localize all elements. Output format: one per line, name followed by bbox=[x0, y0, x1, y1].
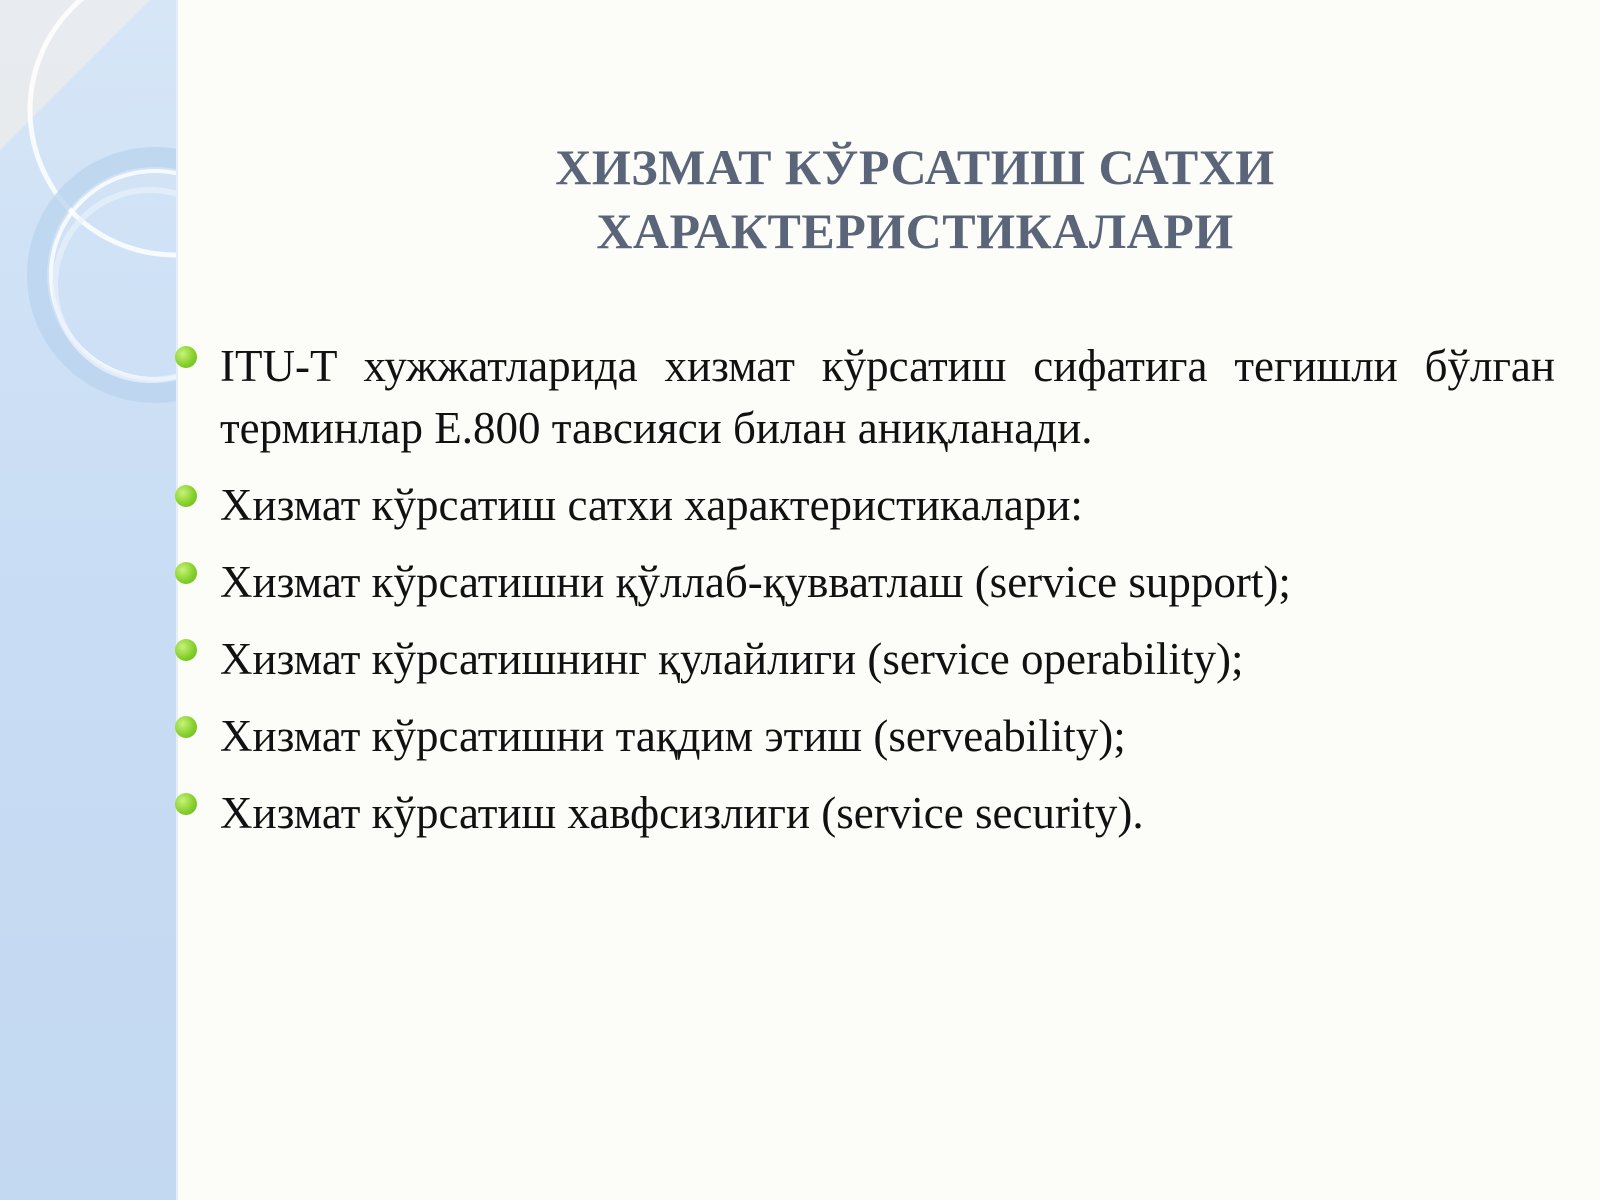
bullet-dot-icon bbox=[175, 639, 197, 661]
bullet-text: ITU-T хужжатларида хизмат кўрсатиш сифатига тегишли бўлган терминлар Е.800 тавсияси билан аниқланади. bbox=[220, 341, 1555, 453]
bullet-item bbox=[220, 551, 1555, 613]
bullet-dot-icon bbox=[175, 562, 197, 584]
bullet-item bbox=[220, 474, 1555, 536]
bullet-text: Хизмат кўрсатишни қўллаб-қувватлаш (service support); bbox=[220, 557, 1291, 607]
bullet-text: Хизмат кўрсатишнинг қулайлиги (service operability); bbox=[220, 634, 1244, 684]
bullet-text: Хизмат кўрсатиш хавфсизлиги (service security). bbox=[220, 788, 1144, 838]
bullet-item bbox=[220, 628, 1555, 690]
slide-title-line: ХАРАКТЕРИСТИКАЛАРИ bbox=[596, 203, 1234, 259]
bullet-item bbox=[220, 705, 1555, 767]
decorative-rings bbox=[0, 0, 176, 420]
bullet-item bbox=[220, 335, 1555, 459]
bullet-dot-icon bbox=[175, 346, 197, 368]
bullet-dot-icon bbox=[175, 716, 197, 738]
bullet-dot-icon bbox=[175, 485, 197, 507]
bullet-list bbox=[220, 335, 1555, 844]
bullet-dot-icon bbox=[175, 793, 197, 815]
bullet-text: Хизмат кўрсатиш сатхи характеристикалари: bbox=[220, 480, 1083, 530]
slide-title bbox=[500, 135, 1330, 263]
slide-title-line: ХИЗМАТ КЎРСАТИШ САТХИ bbox=[555, 139, 1275, 195]
bullet-item bbox=[220, 782, 1555, 844]
bullet-text: Хизмат кўрсатишни тақдим этиш (serveability); bbox=[220, 711, 1126, 761]
